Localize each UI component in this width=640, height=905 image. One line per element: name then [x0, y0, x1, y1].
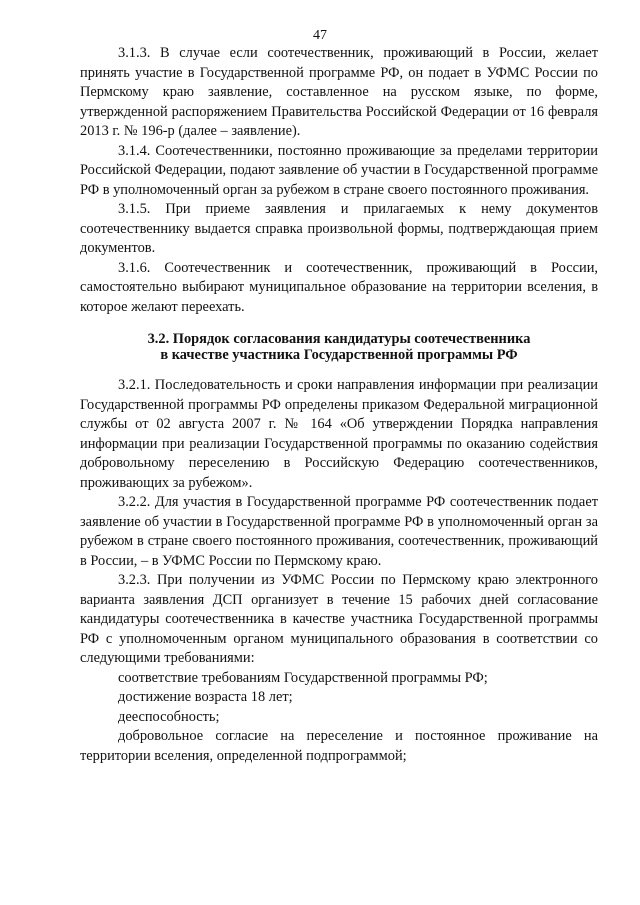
paragraph-3-1-5: 3.1.5. При приеме заявления и прилагаемых к нему документов соотечественнику выдается справка произвольной формы, подтверждающая прием документов. — [80, 201, 598, 256]
paragraph-3-1-4: 3.1.4. Соотечественники, постоянно проживающие за пределами территории Российской Федерации, подают заявление об участии в Государственной программе РФ в уполномоченный орган за рубежом в стране своего постоянного проживания. — [80, 142, 598, 198]
document-body — [80, 44, 598, 766]
requirement-item: дееспособность; — [118, 708, 220, 725]
page-number: 47 — [313, 28, 327, 43]
paragraph-3-1-6: 3.1.6. Соотечественник и соотечественник, проживающий в России, самостоятельно выбирают муниципальное образование на территории вселения, в которое желают переехать. — [80, 259, 598, 315]
requirement-item: добровольное согласие на переселение и постоянное проживание на территории вселения, определенной подпрограммой; — [80, 728, 598, 764]
paragraph-3-2-2: 3.2.2. Для участия в Государственной программе РФ соотечественник подает заявление об участии в Государственной программе РФ в уполномоченный орган за рубежом в стране своего постоянного проживания, соотечественник, проживающий в России, – в УФМС России по Пермскому краю. — [80, 494, 598, 569]
requirement-item: достижение возраста 18 лет; — [118, 689, 293, 705]
paragraph-3-1-3: 3.1.3. В случае если соотечественник, проживающий в России, желает принять участие в Государственной программе РФ, он подает в УФМС России по Пермскому краю заявление, составленное на русском языке, по форме, утвержденной распоряжением Правительства Российской Федерации от 16 февраля 2013 г. № 196-р (далее – заявление). — [80, 45, 598, 139]
paragraph-3-2-1: 3.2.1. Последовательность и сроки направления информации при реализации Государственной программы РФ определены приказом Федеральной миграционной службы от 02 августа 2007 г. № 164 «Об утверждении Порядка направления информации при реализации Государственной программы по оказанию содействия добровольному переселению в Российскую Федерацию соотечественников, проживающих за рубежом». — [80, 377, 598, 491]
section-3-2-heading-line-1: 3.2. Порядок согласования кандидатуры соотечественника — [147, 331, 531, 347]
paragraph-3-2-3: 3.2.3. При получении из УФМС России по Пермскому краю электронного варианта заявления ДСП организует в течение 15 рабочих дней согласование кандидатуры соотечественника в качестве участника Государственной программы РФ с уполномоченным органом муниципального образования в соответствии со следующими требованиями: — [80, 572, 598, 666]
requirement-item: соответствие требованиям Государственной программы РФ; — [118, 669, 488, 686]
section-3-2-heading-line-2: в качестве участника Государственной программы РФ — [160, 347, 518, 363]
section-3-2-heading — [80, 331, 598, 363]
